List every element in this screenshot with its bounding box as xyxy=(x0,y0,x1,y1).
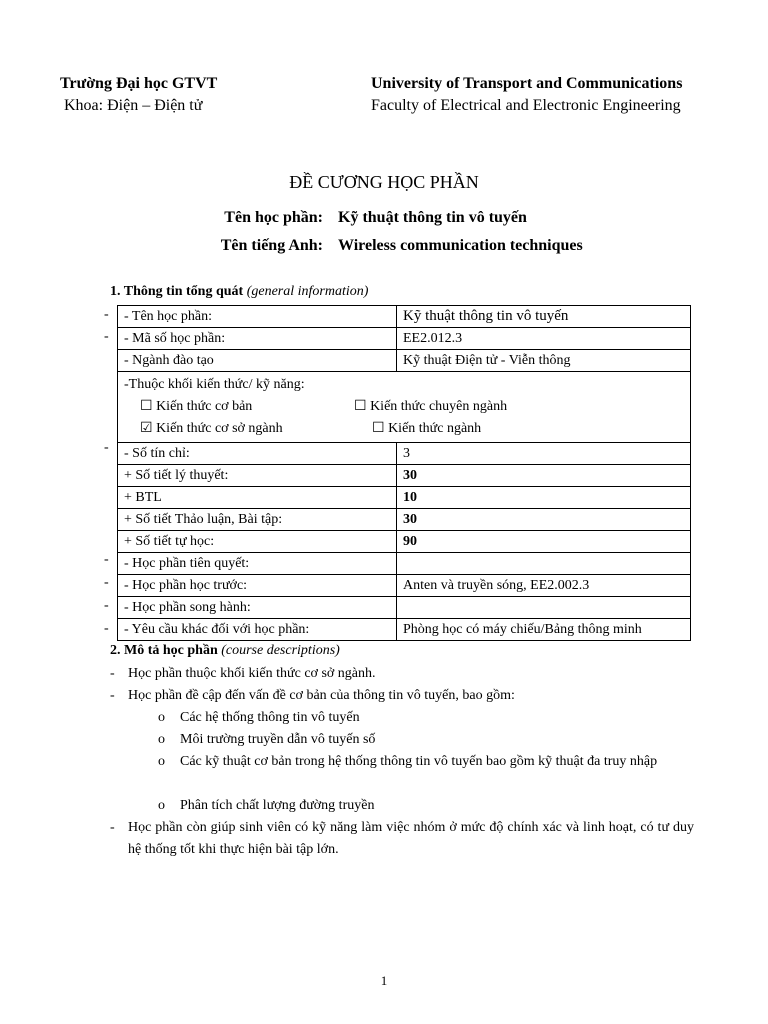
knowledge-options-line-2 xyxy=(124,418,684,440)
row-dash: - xyxy=(104,621,109,636)
checkbox-checked-icon: ☑ xyxy=(140,421,153,436)
list-item-dash: - xyxy=(110,666,115,681)
faculty-name-vi: Khoa: Điện – Điện tử xyxy=(64,97,203,114)
table-row xyxy=(118,306,691,328)
sub-list-item: Các kỹ thuật cơ bản trong hệ thống thông tin vô tuyến bao gồm kỹ thuật đa truy nhập xyxy=(180,754,658,769)
table-row xyxy=(118,350,691,372)
list-item-dash: - xyxy=(110,688,115,703)
table-cell-label: - Mã số học phần: xyxy=(118,328,397,350)
table-row xyxy=(118,531,691,553)
sub-bullet-icon: o xyxy=(158,754,165,769)
knowledge-option-foundation xyxy=(140,418,283,440)
row-dash: - xyxy=(104,329,109,344)
checkbox-unchecked-icon: ☐ xyxy=(140,399,153,414)
table-cell-value: Phòng học có máy chiếu/Bảng thông minh xyxy=(397,619,691,641)
table-cell-label: - Học phần song hành: xyxy=(118,597,397,619)
sub-list-item: Môi trường truyền dẫn vô tuyến số xyxy=(180,732,376,747)
section2-title-en: (course descriptions) xyxy=(221,643,340,658)
table-cell-label: + Số tiết tự học: xyxy=(118,531,397,553)
table-row xyxy=(118,465,691,487)
page-number: 1 xyxy=(380,973,388,988)
knowledge-option-specialized xyxy=(354,396,507,418)
faculty-name-en: Faculty of Electrical and Electronic Engineering xyxy=(371,97,681,114)
section2-heading xyxy=(110,643,340,659)
section1-title: 1. Thông tin tổng quát xyxy=(110,284,244,299)
knowledge-option-label: Kiến thức cơ sở ngành xyxy=(156,421,283,436)
knowledge-option-label: Kiến thức cơ bản xyxy=(156,399,253,414)
knowledge-block-cell xyxy=(118,372,691,443)
checkbox-unchecked-icon: ☐ xyxy=(354,399,367,414)
knowledge-options-line-1 xyxy=(124,396,684,418)
table-cell-label: - Ngành đào tạo xyxy=(118,350,397,372)
knowledge-option-label: Kiến thức chuyên ngành xyxy=(370,399,508,414)
course-name-value: Kỹ thuật thông tin vô tuyến xyxy=(338,209,527,226)
table-cell-label: - Học phần tiên quyết: xyxy=(118,553,397,575)
course-english-label: Tên tiếng Anh: xyxy=(220,237,323,254)
sub-list-item: Các hệ thống thông tin vô tuyến xyxy=(180,710,360,725)
table-cell-value: Anten và truyền sóng, EE2.002.3 xyxy=(397,575,691,597)
table-cell-label: + BTL xyxy=(118,487,397,509)
knowledge-option-major xyxy=(372,418,481,440)
sub-bullet-icon: o xyxy=(158,732,165,747)
university-name-vi: Trường Đại học GTVT xyxy=(60,75,218,92)
table-cell-label: - Học phần học trước: xyxy=(118,575,397,597)
table-cell-value xyxy=(397,597,691,619)
table-cell-label: - Số tín chỉ: xyxy=(118,443,397,465)
general-info-table xyxy=(117,305,691,641)
table-row xyxy=(118,328,691,350)
section1-heading xyxy=(110,284,368,300)
table-cell-value: EE2.012.3 xyxy=(397,328,691,350)
sub-bullet-icon: o xyxy=(158,710,165,725)
table-row xyxy=(118,597,691,619)
table-cell-value: Kỹ thuật Điện tử - Viễn thông xyxy=(397,350,691,372)
sub-list-item: Phân tích chất lượng đường truyền xyxy=(180,798,375,813)
document-title: ĐỀ CƯƠNG HỌC PHẦN xyxy=(289,172,479,192)
row-dash: - xyxy=(104,440,109,455)
course-english-value: Wireless communication techniques xyxy=(338,237,583,254)
knowledge-option-basic xyxy=(140,396,252,418)
table-row xyxy=(118,487,691,509)
table-cell-label: + Số tiết Thảo luận, Bài tập: xyxy=(118,509,397,531)
table-cell-value: 3 xyxy=(397,443,691,465)
table-row xyxy=(118,443,691,465)
table-cell-value: 30 xyxy=(397,465,691,487)
list-item: Học phần còn giúp sinh viên có kỹ năng làm việc nhóm ở mức độ chính xác và linh hoạt, có tư duy hệ thống tốt khi thực hiện bài tập lớn. xyxy=(128,820,694,857)
section1-title-en: (general information) xyxy=(246,284,369,299)
table-row xyxy=(118,509,691,531)
table-row xyxy=(118,619,691,641)
table-cell-label: - Yêu cầu khác đối với học phần: xyxy=(118,619,397,641)
table-cell-value: 90 xyxy=(397,531,691,553)
table-row xyxy=(118,575,691,597)
university-name-en: University of Transport and Communications xyxy=(371,75,683,92)
row-dash: - xyxy=(104,552,109,567)
list-item: Học phần thuộc khối kiến thức cơ sở ngành. xyxy=(128,666,376,681)
table-cell-value xyxy=(397,553,691,575)
table-cell-label: - Tên học phần: xyxy=(118,306,397,328)
sub-bullet-icon: o xyxy=(158,798,165,813)
knowledge-block-row xyxy=(118,372,691,443)
checkbox-unchecked-icon: ☐ xyxy=(372,421,385,436)
table-row xyxy=(118,553,691,575)
knowledge-option-label: Kiến thức ngành xyxy=(388,421,482,436)
knowledge-block-heading: -Thuộc khối kiến thức/ kỹ năng: xyxy=(124,377,305,392)
table-cell-value: 30 xyxy=(397,509,691,531)
row-dash: - xyxy=(104,598,109,613)
row-dash: - xyxy=(104,575,109,590)
course-name-label: Tên học phần: xyxy=(224,209,323,226)
table-cell-label: + Số tiết lý thuyết: xyxy=(118,465,397,487)
table-cell-value: 10 xyxy=(397,487,691,509)
list-item: Học phần đề cập đến vấn đề cơ bản của thông tin vô tuyến, bao gồm: xyxy=(128,688,515,703)
list-item-dash: - xyxy=(110,820,115,835)
section2-title: 2. Mô tả học phần xyxy=(110,643,218,658)
table-cell-value: Kỹ thuật thông tin vô tuyến xyxy=(397,306,691,328)
row-dash: - xyxy=(104,307,109,322)
